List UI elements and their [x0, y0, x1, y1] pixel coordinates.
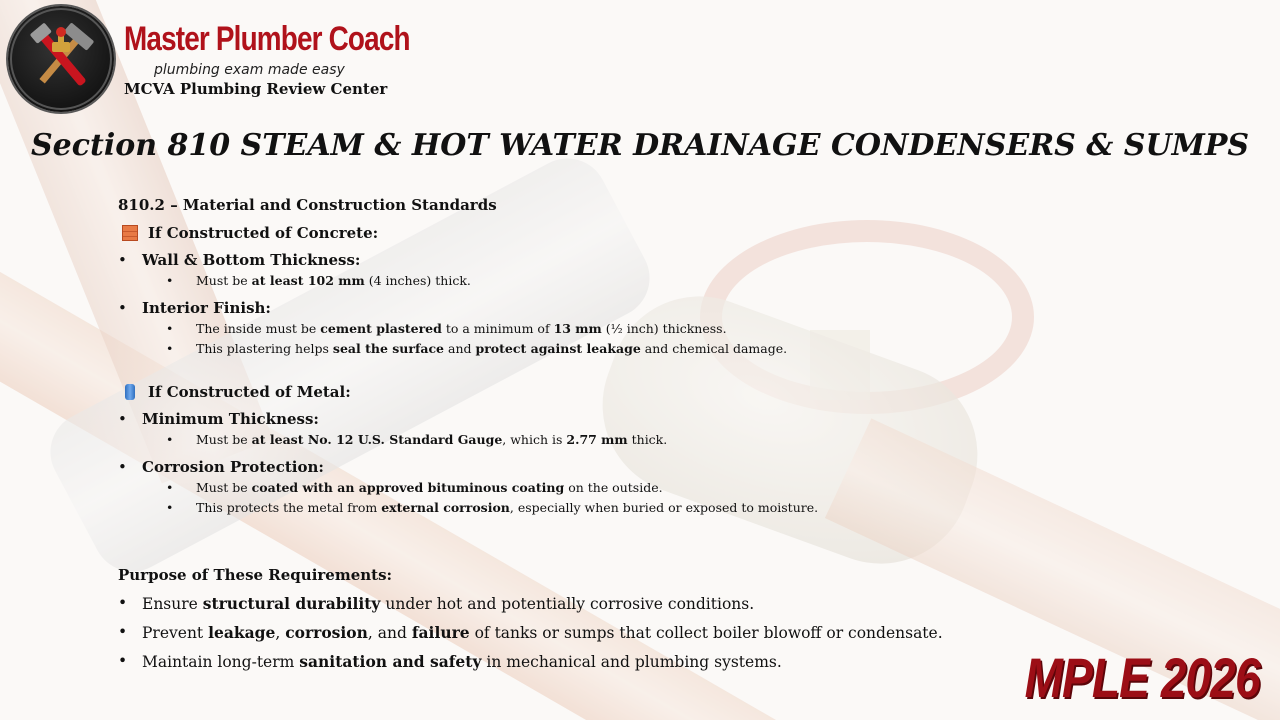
text: Ensure	[142, 595, 203, 613]
text-bold: seal the surface	[332, 341, 445, 356]
text: , and	[367, 624, 412, 642]
slide-content	[118, 196, 1118, 681]
list-item	[118, 652, 1118, 671]
logo-center-name: MCVA Plumbing Review Center	[124, 80, 388, 98]
text: of tanks or sumps that collect boiler blowoff or condensate.	[469, 624, 943, 642]
text: Must be	[196, 480, 252, 495]
text: and chemical damage.	[640, 341, 788, 356]
text: , especially when buried or exposed to moisture.	[509, 500, 819, 515]
concrete-heading	[122, 224, 1118, 242]
text: The inside must be	[196, 321, 321, 336]
text: Must be	[196, 432, 252, 447]
text: ,	[275, 624, 286, 642]
text-bold: protect against leakage	[475, 341, 641, 356]
text: on the outside.	[564, 480, 663, 495]
text: Maintain long-term	[142, 653, 300, 671]
list-item	[118, 458, 1118, 476]
text: (4 inches) thick.	[364, 273, 471, 288]
text: This plastering helps	[196, 341, 333, 356]
text: and	[444, 341, 476, 356]
text-bold: coated with an approved bituminous coating	[251, 480, 565, 495]
logo-title: Master Plumber Coach	[124, 20, 410, 58]
list-subitem	[118, 273, 1118, 289]
subsection-heading: 810.2 – Material and Construction Standards	[118, 196, 497, 214]
text: thick.	[627, 432, 668, 447]
page-title: Section 810 STEAM & HOT WATER DRAINAGE CONDENSERS & SUMPS	[30, 128, 1250, 163]
bullet-label: Interior Finish:	[142, 299, 271, 317]
text-bold: cement plastered	[320, 321, 442, 336]
list-subitem	[118, 480, 1118, 496]
text: This protects the metal from	[196, 500, 382, 515]
logo-tagline: plumbing exam made easy	[154, 62, 345, 78]
list-item	[118, 299, 1118, 317]
logo-badge-icon	[8, 6, 114, 112]
concrete-heading-text: If Constructed of Concrete:	[148, 224, 379, 242]
purpose-heading: Purpose of These Requirements:	[118, 566, 393, 584]
brick-icon	[122, 225, 138, 241]
list-subitem	[118, 321, 1118, 337]
metal-heading	[122, 383, 1118, 401]
metal-heading-text: If Constructed of Metal:	[148, 383, 351, 401]
text: in mechanical and plumbing systems.	[481, 653, 782, 671]
text-bold: structural durability	[202, 594, 381, 613]
bullet-label: Wall & Bottom Thickness:	[142, 251, 361, 269]
bullet-label: Minimum Thickness:	[142, 410, 319, 428]
text-bold: external corrosion	[381, 500, 510, 515]
text: Prevent	[142, 624, 209, 642]
text: under hot and potentially corrosive conditions.	[380, 595, 755, 613]
text-bold: 2.77 mm	[566, 432, 628, 447]
text-bold: failure	[411, 623, 470, 642]
list-item	[118, 251, 1118, 269]
text-bold: leakage	[208, 623, 276, 642]
bullet-label: Corrosion Protection:	[142, 458, 324, 476]
drum-icon	[125, 384, 135, 400]
text-bold: 13 mm	[553, 321, 602, 336]
logo	[8, 6, 410, 106]
text: Must be	[196, 273, 252, 288]
list-item	[118, 623, 1118, 642]
list-subitem	[118, 500, 1118, 516]
list-item	[118, 594, 1118, 613]
text-bold: at least 102 mm	[251, 273, 365, 288]
text-bold: at least No. 12 U.S. Standard Gauge	[251, 432, 503, 447]
text: , which is	[502, 432, 567, 447]
text: (½ inch) thickness.	[601, 321, 727, 336]
list-item	[118, 410, 1118, 428]
mple-badge: MPLE 2026	[1024, 646, 1260, 709]
list-subitem	[118, 341, 1118, 357]
text: to a minimum of	[441, 321, 554, 336]
text-bold: corrosion	[285, 623, 368, 642]
text-bold: sanitation and safety	[299, 652, 482, 671]
list-subitem	[118, 432, 1118, 448]
